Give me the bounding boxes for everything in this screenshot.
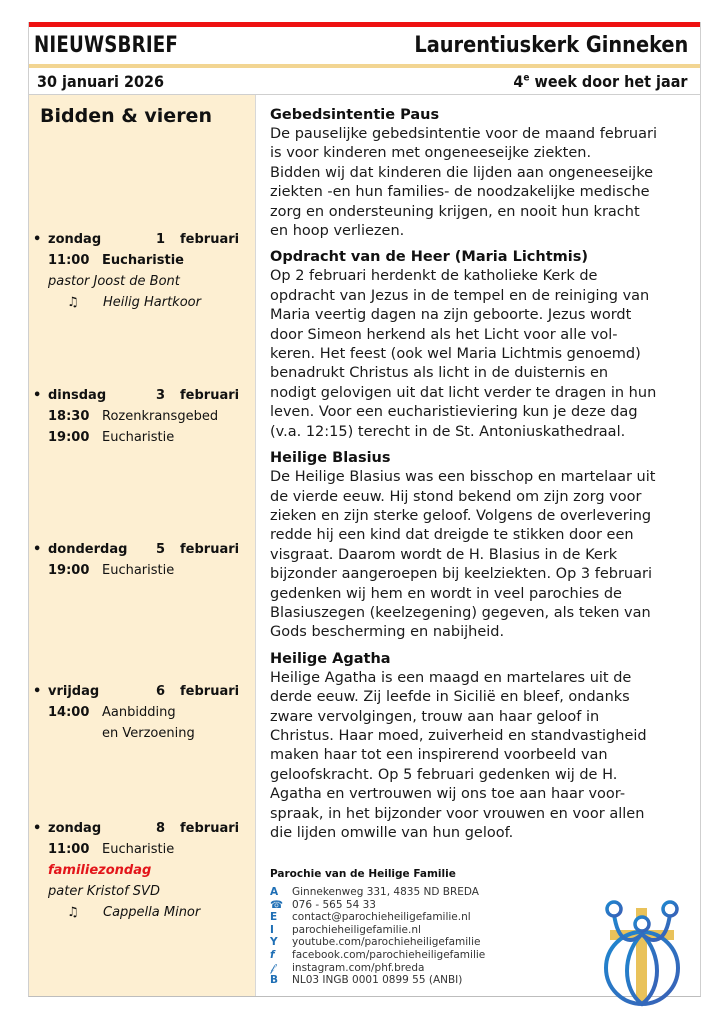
contact-line-address	[270, 886, 570, 899]
event-description: en Verzoening	[102, 726, 195, 741]
event-day: donderdag	[48, 542, 128, 557]
event-time: 11:00	[48, 253, 90, 268]
contact-line-bank	[270, 974, 570, 987]
event-time: 19:00	[48, 430, 90, 445]
contact-email-link[interactable]: contact@parochieheiligefamilie.nl	[292, 911, 471, 924]
event-item	[33, 681, 243, 744]
article-body: Heilige Agatha is een maagd en martelares uit de derde eeuw. Zij leefde in Sicilië en bleef, ondanks zware vervolgingen, trouw aan haar geloof in Christus. Haar moed, zuiverheid en standvastigheid maken haar tot een inspirerend voorbeeld van geloofskracht. Op 5 februari gedenken wij de H. Agatha en vertrouwen wij ons toe aan haar voor- spraak, in het bijzonder voor vrouwen en voor allen die lijden omwille van hun geloof.	[270, 669, 647, 841]
week-text: week door het jaar	[529, 71, 688, 91]
event-month: februari	[180, 542, 240, 557]
contact-line-youtube	[270, 936, 570, 949]
article-heilige-agatha	[270, 650, 695, 844]
event-item	[33, 539, 243, 581]
contact-phone[interactable]: 076 - 565 54 33	[292, 898, 376, 911]
logo-head-center	[635, 917, 649, 931]
event-choir	[33, 292, 243, 313]
address-icon: A	[270, 886, 279, 898]
contact-line-website	[270, 924, 570, 937]
event-dayline	[33, 818, 243, 839]
event-date-number: 1	[156, 232, 166, 247]
article-body: De pauselijke gebedsintentie voor de maand februari is voor kinderen met ongeneeseijke ziekten. Bidden wij dat kinderen die lijden aan ongeneeseijke ziekten -en hun families- de noodzakelijke medische zorg en ondersteuning krijgen, en nooit hun kracht en hoop verliezen.	[270, 126, 657, 240]
logo-head-left	[607, 902, 621, 916]
issue-date: 30 januari 2026	[37, 71, 165, 91]
event-dayline	[33, 385, 243, 406]
contact-youtube-link[interactable]: youtube.com/parochieheiligefamilie	[292, 936, 481, 949]
sidebar-bidden-vieren	[29, 95, 256, 996]
event-description: Eucharistie	[102, 430, 175, 445]
event-time-row	[33, 250, 243, 271]
event-month: februari	[180, 821, 240, 836]
event-celebrant: pater Kristof SVD	[48, 884, 160, 899]
contact-website-link[interactable]: parochieheiligefamilie.nl	[292, 923, 421, 936]
event-item	[33, 229, 243, 313]
event-time: 19:00	[48, 563, 90, 578]
email-icon: E	[270, 911, 278, 924]
event-description: Eucharistie	[102, 563, 175, 578]
event-day: dinsdag	[48, 388, 107, 403]
church-name: Laurentiuskerk Ginneken	[414, 33, 688, 58]
contact-line-email	[270, 911, 570, 924]
event-time: 18:30	[48, 409, 90, 424]
event-celebrant: pastor Joost de Bont	[48, 274, 180, 289]
bullet-icon: •	[33, 542, 42, 557]
event-time: 11:00	[48, 842, 90, 857]
article-title: Gebedsintentie Paus	[270, 107, 440, 123]
article-gebedsintentie	[270, 106, 695, 241]
event-day: zondag	[48, 821, 102, 836]
choir-name: Heilig Hartkoor	[103, 295, 201, 310]
contact-block	[270, 868, 570, 987]
contact-address: Ginnekenweg 331, 4835 ND BREDA	[292, 886, 479, 898]
event-item	[33, 385, 243, 448]
date-row	[29, 68, 700, 95]
event-date-number: 8	[156, 821, 166, 836]
event-month: februari	[180, 684, 240, 699]
event-day: vrijdag	[48, 684, 100, 699]
liturgical-week	[514, 72, 688, 91]
event-date-number: 6	[156, 684, 166, 699]
bullet-icon: •	[33, 232, 42, 247]
article-title: Heilige Blasius	[270, 450, 391, 467]
event-month: februari	[180, 232, 240, 247]
event-dayline	[33, 681, 243, 702]
contact-line-instagram	[270, 962, 570, 975]
article-title: Heilige Agatha	[270, 650, 391, 667]
contact-line-facebook	[270, 949, 570, 962]
parish-logo-svg	[592, 884, 692, 1009]
contact-line-phone	[270, 899, 570, 912]
week-ordinal-suffix: e	[523, 72, 530, 84]
event-dayline	[33, 229, 243, 250]
music-note-icon: ♫	[67, 905, 79, 920]
bullet-icon: •	[33, 388, 42, 403]
event-time-row	[33, 839, 243, 860]
event-description: Rozenkransgebed	[102, 409, 219, 424]
event-description: Eucharistie	[102, 842, 175, 857]
youtube-icon: Y	[270, 936, 278, 949]
event-time-row	[33, 560, 243, 581]
event-special-label: familiezondag	[48, 863, 152, 878]
event-description: Eucharistie	[102, 253, 184, 268]
event-time: 14:00	[48, 705, 90, 720]
internet-icon: I	[270, 923, 274, 936]
bullet-icon: •	[33, 684, 42, 699]
article-opdracht-van-de-heer	[270, 248, 695, 442]
article-body: Op 2 februari herdenkt de katholieke Kerk de opdracht van Jezus in de tempel en de reiniging van Maria veertig dagen na zijn geboorte. Jezus wordt door Simeon herkend als het Licht voor alle vol- keren. Het feest (ook wel Maria Lichtmis genoemd) benadrukt Christus als licht in de duisternis en nodigt gelovigen uit dat licht verder te dragen in hun leven. Voor een eucharistieviering kun je deze dag (v.a. 12:15) terecht in de St. Antoniuskathedraal.	[270, 268, 657, 440]
article-heilige-blasius	[270, 449, 695, 643]
event-item	[33, 818, 243, 923]
newsletter-title: NIEUWSBRIEF	[34, 33, 179, 58]
week-number: 4	[513, 71, 524, 91]
event-month: februari	[180, 388, 240, 403]
sidebar-title: Bidden & vieren	[40, 105, 212, 127]
parish-name: Parochie van de Heilige Familie	[270, 868, 456, 880]
main-articles	[270, 106, 695, 850]
event-dayline	[33, 539, 243, 560]
article-title: Opdracht van de Heer (Maria Lichtmis)	[270, 249, 588, 266]
instagram-icon: 𝒻	[270, 961, 275, 974]
bullet-icon: •	[33, 821, 42, 836]
event-time-row	[33, 723, 243, 744]
newsletter-header	[29, 27, 700, 64]
music-note-icon: ♫	[67, 295, 79, 310]
contact-facebook-link[interactable]: facebook.com/parochieheiligefamilie	[292, 948, 486, 961]
event-time	[48, 723, 102, 744]
event-date-number: 3	[156, 388, 166, 403]
event-time-row	[33, 427, 243, 448]
event-choir	[33, 902, 243, 923]
article-body: De Heilige Blasius was een bisschop en martelaar uit de vierde eeuw. Hij stond bekend om zijn zorg voor zieken en zijn sterke geloof. Volgens de overlevering redde hij een kind dat dreigde te stikken door een visgraat. Daarom wordt de H. Blasius in de Kerk bijzonder aangeroepen bij keelziekten. Op 3 februari gedenken wij hem en wordt in veel parochies de Blasiuszegen (keelzegening) gegeven, als teken van Gods bescherming en nabijheid.	[270, 469, 656, 641]
contact-instagram-link[interactable]: instagram.com/phf.breda	[292, 961, 425, 974]
event-time-row	[33, 702, 243, 723]
bank-icon: B	[270, 974, 279, 987]
event-date-number: 5	[156, 542, 166, 557]
contact-bank-account: NL03 INGB 0001 0899 55 (ANBI)	[292, 974, 463, 987]
phone-icon: ☎	[270, 898, 284, 911]
facebook-icon: f	[270, 948, 275, 961]
event-day: zondag	[48, 232, 102, 247]
event-time-row	[33, 406, 243, 427]
logo-head-right	[663, 902, 677, 916]
newsletter-page	[28, 22, 701, 997]
event-description: Aanbidding	[102, 705, 176, 720]
parish-logo-icon	[592, 884, 692, 1009]
choir-name: Cappella Minor	[103, 905, 201, 920]
